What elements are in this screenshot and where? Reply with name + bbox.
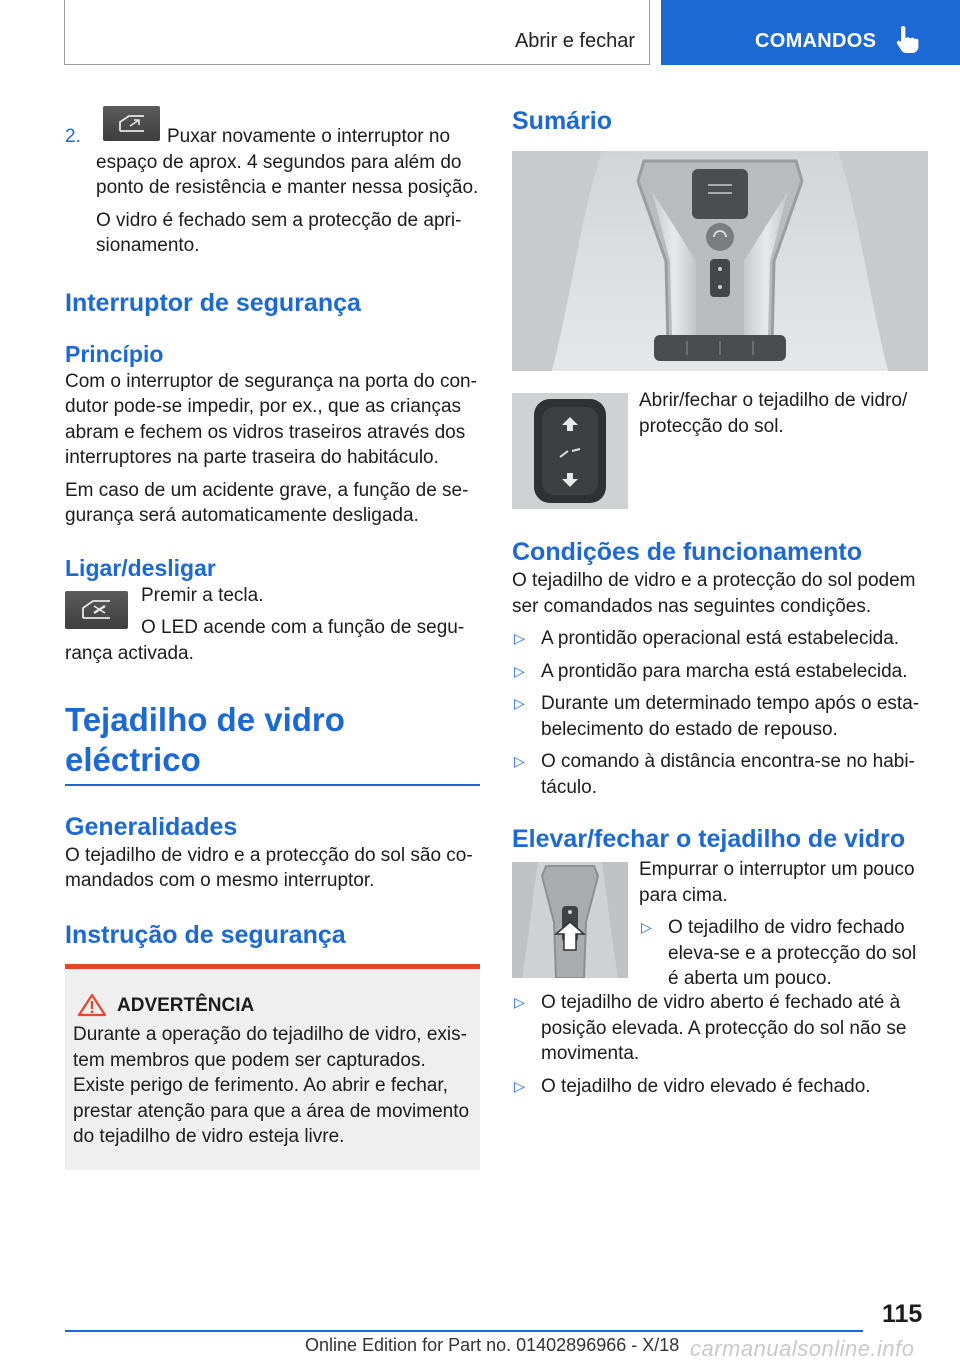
list-item [512,1074,930,1100]
window-lock-icon [80,598,114,622]
list-item-text: Durante um determinado tempo após o esta‐ belecimento do estado de repouso. [541,693,920,740]
raise-list [512,990,930,1099]
step-2-result: O vidro é fechado sem a protecção de apri‐ sionamento. [96,209,462,256]
warning-label: ADVERTÊNCIA [117,994,255,1016]
header-chapter-label: COMANDOS [755,30,877,52]
onoff-paragraph-1: Premir a tecla. [141,584,264,606]
child-lock-button-icon [65,591,128,629]
bullet-triangle-icon: ▷ [514,1077,525,1094]
section-title-safety-note: Instrução de segurança [65,920,346,949]
roof-console-photo [512,151,928,371]
raise-text-block [639,857,929,992]
list-item [512,626,930,652]
section-title-safety-switch: Interruptor de segurança [65,288,361,317]
section-title-raise-close: Elevar/fechar o tejadilho de vidro [512,825,906,853]
bullet-triangle-icon: ▷ [514,695,525,711]
list-item-text: O tejadilho de vidro elevado é fechado. [541,1075,871,1097]
raise-figure-row [512,859,930,990]
window-button-icon [103,106,160,141]
onoff-block [65,583,480,667]
page-number: 115 [882,1300,923,1328]
warning-heading [73,993,472,1019]
step-2 [65,124,480,259]
list-item-text: O tejadilho de vidro fechado eleva-se e a protecção do sol é aberta um pouco. [668,917,917,989]
general-paragraph: O tejadilho de vidro e a protecção do sol são co‐ mandados com o mesmo interruptor. [65,844,473,891]
chapter-title-glass-roof: Tejadilho de vidro eléctrico [65,701,345,778]
raise-intro: Empurrar o interruptor um pouco para cima. [639,859,915,906]
chapter-title-rule [65,784,480,786]
onoff-paragraph-2: O LED acende com a função de segu‐ rança activada. [65,617,465,664]
list-item-text: O tejadilho de vidro aberto é fechado até à posição elevada. A protecção do sol não se movimenta. [541,992,907,1064]
section-title-summary: Sumário [512,107,613,135]
bullet-triangle-icon: ▷ [514,630,525,646]
header-chapter-tab [661,0,960,65]
list-item [512,749,930,800]
roof-switch-photo [512,393,628,509]
hand-pointer-icon [895,26,921,56]
edition-footer: Online Edition for Part no. 01402896966 - X/18 [305,1335,680,1355]
warning-triangle-icon [77,993,107,1017]
list-item [512,691,930,742]
header-section-title: Abrir e fechar [514,30,635,52]
list-item [512,659,930,685]
switch-caption: Abrir/fechar o tejadilho de vidro/ protecção do sol. [639,390,908,437]
section-title-general: Generalidades [65,812,238,841]
window-close-icon [117,113,147,135]
warning-text: Durante a operação do tejadilho de vidro, exis‐ tem membros que podem ser capturados. Existe perigo de ferimento. Ao abrir e fechar, prestar atenção para que a área de movimento do tejadilho de vidro esteja livre. [73,1024,470,1147]
right-column [512,100,930,1099]
conditions-intro: O tejadilho de vidro e a protecção do sol podem ser comandados nas seguintes condições. [512,570,916,617]
step-2-text: Puxar novamente o interruptor no espaço de aprox. 4 segundos para além do ponto de resistência e manter nessa posição. [96,126,479,198]
warning-box [65,964,480,1170]
principle-paragraph-2: Em caso de um acidente grave, a função de se‐ gurança será automaticamente desligada. [65,479,469,526]
list-item [639,915,929,992]
bullet-triangle-icon: ▷ [641,919,652,935]
bullet-triangle-icon: ▷ [514,662,525,679]
list-item [512,990,930,1067]
conditions-list [512,626,930,800]
principle-paragraph-1: Com o interruptor de segurança na porta do con‐ dutor pode-se impedir, por ex., que as crianças abram e fechem os vidros traseiros através dos interruptores na parte traseira do habitáculo. [65,370,477,468]
section-title-conditions: Condições de funcionamento [512,538,863,566]
left-column [65,124,480,1170]
step-number: 2. [65,126,81,147]
list-item-text: O comando à distância encontra-se no habi‐ táculo. [541,751,915,798]
footer-rule [65,1330,863,1332]
list-item-text: A prontidão para marcha está estabelecida. [541,660,908,682]
bullet-triangle-icon: ▷ [514,994,525,1010]
header-section-box [64,0,650,65]
switch-figure-row [512,390,930,509]
bullet-triangle-icon: ▷ [514,753,525,769]
subsection-title-principle: Princípio [65,340,164,367]
roof-switch-push-photo [512,862,628,978]
list-item-text: A prontidão operacional está estabelecida. [541,628,900,649]
subsection-title-onoff: Ligar/desligar [65,554,216,581]
watermark: carmanualsonline.info [690,1336,915,1361]
